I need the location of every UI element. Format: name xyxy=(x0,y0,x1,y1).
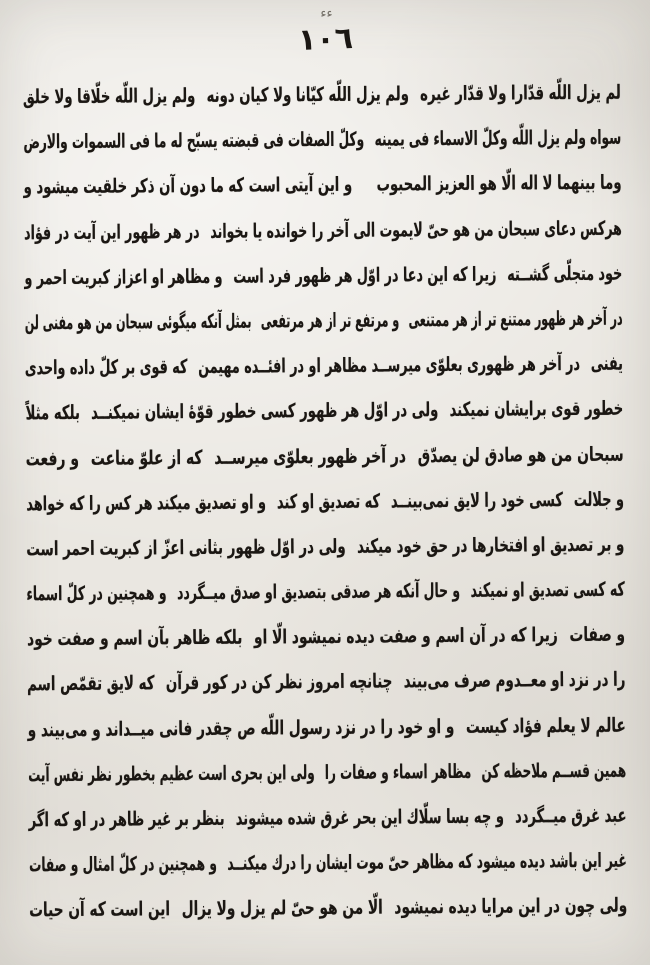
text-line: را در نزد او معــدوم صرف مى‌بيند چنانچه امروز نظر كن در كور قرآن كه لايق تقمّص اسم xyxy=(27,668,626,696)
text-line: همين قســم ملاحظه كن مظاهر اسماء و صفات را ولى اين بحرى است عظيم بخطور نظر نفس آيت xyxy=(28,758,627,787)
text-line: در آخر هر ظهور ممتنع تر از هر ممتنعى و مرتفع تر از هر مرتفعى بمثل آنكه ميگوئى سبحان من هو مفنى لن xyxy=(24,306,623,335)
text-line: سبحان من هو صادق لن يصدّق در آخر ظهور بعلوّى ميرســد كه از علوّ مناعت و رفعت xyxy=(25,442,624,470)
text-line: كه كسى تصديق او نميكند و حال آنكه هر صدقى بتصديق او صدق ميــگردد و همچنين در كلّ اسماء xyxy=(26,577,625,606)
text-line: و جلالت كسى خود را لايق نمى‌بينــد كه تصديق او كند و او تصديق ميكند هر كس را كه خواهد xyxy=(26,487,625,516)
text-line: عبد غرق ميــگردد و چه بسا سلّاك اين بحر غرق شده ميشوند بنظر بر غير ظاهر در او كه اگر xyxy=(28,803,627,832)
text-line: هركس دعاى سبحان من هو حىّ لايموت الى آخر را خوانده يا بخواند در هر ظهور اين آيت در فؤاد xyxy=(24,216,622,244)
text-line: عالم لا يعلم فؤاد كيست و او خود را در نزد رسول اللّه ص چقدر فانى ميــداند و مى‌بيند و xyxy=(27,713,626,741)
text-line: ولى چون در اين مرايا ديده نميشود الّا من هو حىّ لم يزل ولا يزال اين است كه آن حيات xyxy=(29,894,628,922)
bottom-margin xyxy=(0,925,650,965)
text-line: و بر تصديق او افتخارها در حق خود ميكند ولى در اوّل ظهور بثانى اعزّ از كبريت احمر است xyxy=(26,532,625,561)
manuscript-text-block xyxy=(23,70,628,933)
text-line: غير اين باشد ديده ميشود كه مظاهر حىّ موت ايشان را درك ميكنــد و همچنين در كلّ امثال و صفات xyxy=(28,848,627,877)
text-line: يفنى در آخر هر ظهورى بعلوّى ميرســد مظاهر او در افئــده مهيمن كه قوى بر كلّ داده واحدى xyxy=(24,351,624,380)
text-line: و صفات زيرا كه در آن اسم و صفت ديده نميشود الّا او بلكه ظاهر بآن اسم و صفت خود xyxy=(26,622,626,651)
text-line: لم يزل اللّه قدّارا ولا قدّار غيره ولم يزل اللّه كيّانا ولا كيان دونه ولم يزل اللّه خلّاقا ولا خلق xyxy=(22,80,621,109)
pen-flourish-marks: ءء xyxy=(320,6,333,21)
text-line: خطور قوى برايشان نميكند ولى در اوّل هر ظهور كسى خطور قوّۀ ايشان نميكنــد بلكه مثلاً xyxy=(25,396,624,425)
folio-header xyxy=(0,6,650,58)
text-line: سواه ولم يزل اللّه وكلّ الاسماء فى يمينه وكلّ الصفات فى قبضته يسبّح له ما فى السموات والارض xyxy=(23,125,622,154)
text-line: وما بينهما لا اله الّا هو العزيز المحبوب و اين آيتى است كه ما دون آن ذكر خلقيت ميشود و xyxy=(23,171,622,199)
page-number: ١٠٦ xyxy=(296,21,354,58)
text-line: خود متجلّى گشــته زيرا كه اين دعا در اوّل هر ظهور فرد است و مظاهر او اعزاز كبريت احمر و xyxy=(24,261,623,290)
